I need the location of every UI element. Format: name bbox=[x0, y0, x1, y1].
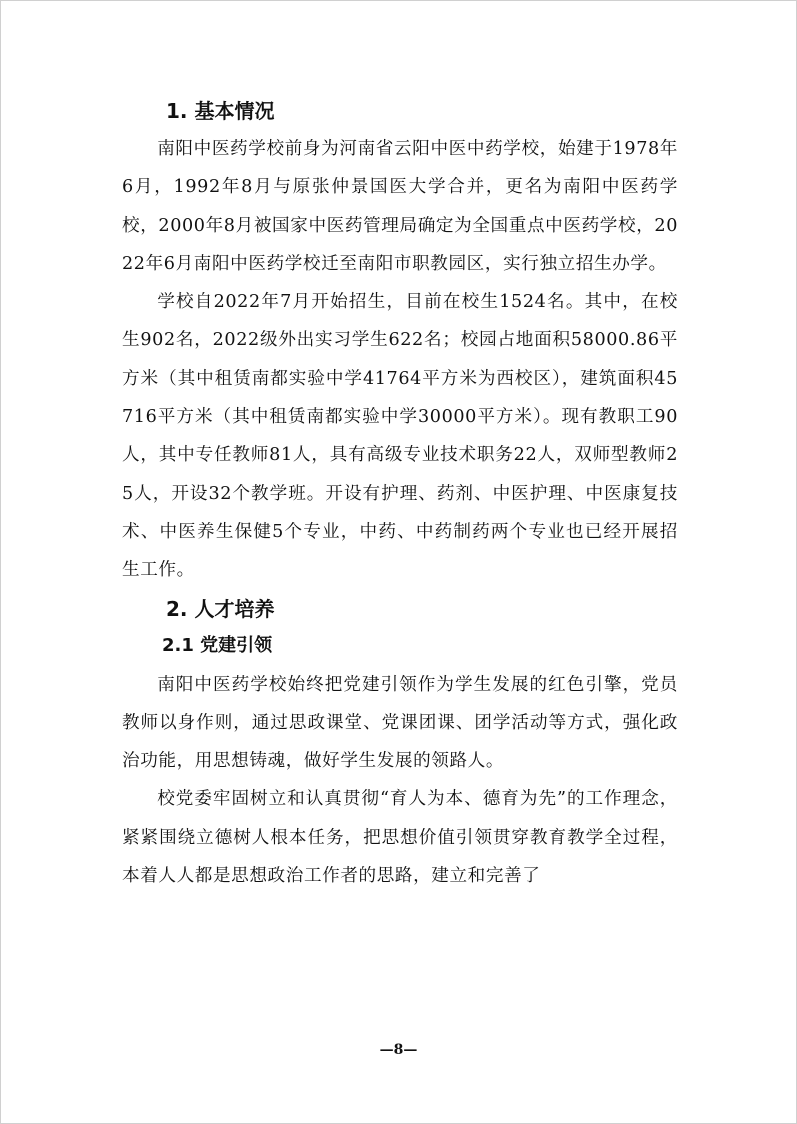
document-body bbox=[122, 92, 678, 895]
section-1-heading: 1. 基本情况 bbox=[166, 99, 275, 123]
subsection-2-1-paragraph-2: 校党委牢固树立和认真贯彻“育人为本、德育为先”的工作理念，紧紧围绕立德树人根本任务，把思想价值引领贯穿教育教学全过程，本着人人都是思想政治工作者的思路，建立和完善了 bbox=[122, 789, 678, 887]
section-1-paragraph-2: 学校自2022年7月开始招生，目前在校生1524名。其中，在校生902名，2022级外出实习学生622名；校园占地面积58000.86平方米（其中租赁南都实验中学41764平方米为西校区），建筑面积45716平方米（其中租赁南都实验中学30000平方米）。现有教职工90人，其中专任教师81人，具有高级专业技术职务22人，双师型教师25人，开设32个教学班。开设有护理、药剂、中医护理、中医康复技术、中医养生保健5个专业，中药、中药制药两个专业也已经开展招生工作。 bbox=[122, 292, 678, 581]
section-2-heading: 2. 人才培养 bbox=[166, 596, 275, 621]
subsection-2-1-heading: 2.1 党建引领 bbox=[162, 634, 273, 656]
subsection-2-1-paragraph-1: 南阳中医药学校始终把党建引领作为学生发展的红色引擎，党员教师以身作则，通过思政课堂、党课团课、团学活动等方式，强化政治功能，用思想铸魂，做好学生发展的领路人。 bbox=[122, 674, 678, 772]
page-number: —8— bbox=[379, 1042, 418, 1058]
section-1-paragraph-1: 南阳中医药学校前身为河南省云阳中医中药学校，始建于1978年6月，1992年8月与原张仲景国医大学合并，更名为南阳中医药学校，2000年8月被国家中医药管理局确定为全国重点中医药学校，2022年6月南阳中医药学校迁至南阳市职教园区，实行独立招生办学。 bbox=[122, 139, 678, 274]
